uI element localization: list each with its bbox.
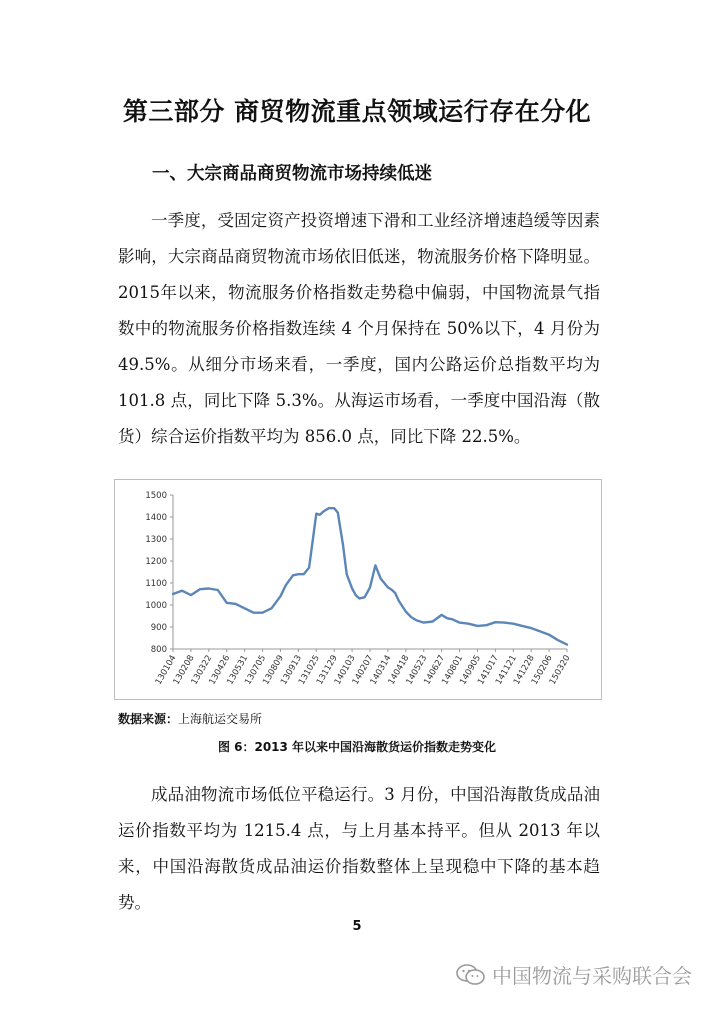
x-tick-label: 141017 bbox=[476, 653, 501, 687]
figure-caption: 图 6：2013 年以来中国沿海散货运价指数走势变化 bbox=[217, 740, 497, 754]
paragraph-1: 一季度，受固定资产投资增速下滑和工业经济增速趋缓等因素影响，大宗商品商贸物流市场依旧低迷，物流服务价格下降明显。2015年以来，物流服务价格指数走势稳中偏弱，中国物流景气指数中的物流服务价格指数连续 4 个月保持在 50%以下，4 月份为 49.5%。从细分市场来看，一季度，国内公路运价总指数平均为 101.8 点，同比下降 5.3%。从海运市场看，一季度中国沿海（散货）综合运价指数平均为 856.0 点，同比下降 22.5%。 bbox=[118, 211, 600, 446]
y-tick-label: 900 bbox=[150, 623, 167, 633]
x-tick-label: 140627 bbox=[422, 653, 448, 687]
x-tick-label: 140801 bbox=[440, 653, 466, 687]
x-tick-label: 140207 bbox=[350, 653, 376, 687]
x-tick-label: 141121 bbox=[493, 653, 519, 687]
x-tick-label: 131025 bbox=[296, 653, 322, 687]
x-tick-label: 140418 bbox=[386, 653, 412, 687]
x-tick-label: 141228 bbox=[511, 653, 537, 687]
data-source bbox=[118, 710, 262, 727]
x-tick-label: 130531 bbox=[225, 653, 251, 687]
y-tick-label: 1000 bbox=[145, 601, 167, 611]
data-source-label: 数据来源： bbox=[118, 712, 179, 726]
y-tick-label: 1300 bbox=[145, 535, 167, 545]
x-tick-label: 150206 bbox=[529, 653, 555, 687]
paragraph-2: 成品油物流市场低位平稳运行。3 月份，中国沿海散货成品油运价指数平均为 1215.4 点，与上月基本持平。但从 2013 年以来，中国沿海散货成品油运价指数整体上呈现稳中下降的基本趋势。 bbox=[118, 785, 600, 912]
line-chart bbox=[115, 480, 603, 701]
watermark bbox=[456, 960, 692, 989]
x-tick-label: 150320 bbox=[547, 653, 573, 687]
x-tick-label: 140103 bbox=[332, 653, 358, 687]
x-tick-label: 130913 bbox=[279, 653, 304, 687]
y-tick-label: 1200 bbox=[145, 557, 167, 567]
x-tick-label: 131129 bbox=[314, 653, 340, 687]
series-line bbox=[173, 508, 567, 644]
x-tick-label: 130208 bbox=[171, 653, 197, 687]
x-tick-label: 140523 bbox=[404, 653, 430, 687]
x-tick-label: 130705 bbox=[243, 653, 269, 687]
page-number: 5 bbox=[352, 919, 362, 934]
watermark-text: 中国物流与采购联合会 bbox=[492, 964, 692, 988]
section-heading: 一、大宗商品商贸物流市场持续低迷 bbox=[152, 164, 432, 184]
x-tick-label: 130322 bbox=[189, 653, 215, 687]
y-tick-label: 1400 bbox=[145, 513, 167, 523]
x-tick-label: 130426 bbox=[207, 653, 233, 687]
x-tick-label: 140905 bbox=[458, 653, 484, 687]
y-tick-label: 1100 bbox=[145, 579, 167, 589]
x-tick-label: 130809 bbox=[261, 653, 287, 687]
chart-figure bbox=[114, 479, 602, 700]
data-source-value: 上海航运交易所 bbox=[178, 712, 263, 726]
y-tick-label: 800 bbox=[150, 645, 167, 655]
x-tick-label: 130104 bbox=[153, 653, 179, 687]
y-tick-label: 1500 bbox=[145, 491, 167, 501]
x-tick-label: 140314 bbox=[368, 653, 394, 687]
page-title: 第三部分 商贸物流重点领域运行存在分化 bbox=[122, 97, 592, 126]
wechat-icon bbox=[456, 963, 486, 987]
